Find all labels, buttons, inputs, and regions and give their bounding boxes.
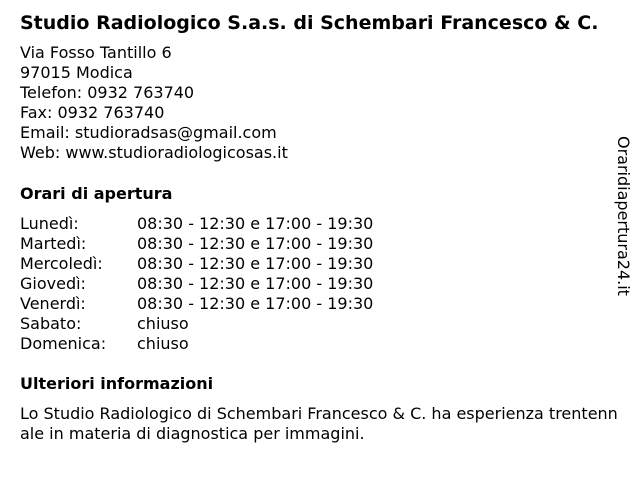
day-label: Giovedì: — [20, 274, 86, 293]
additional-info-heading: Ulteriori informazioni — [20, 374, 214, 393]
business-title: Studio Radiologico S.a.s. di Schembari Francesco & C. — [20, 12, 599, 34]
day-label: Lunedì: — [20, 214, 79, 233]
fax-number: Fax: 0932 763740 — [20, 103, 165, 122]
day-label: Sabato: — [20, 314, 82, 333]
time-value: 08:30 - 12:30 e 17:00 - 19:30 — [137, 234, 374, 253]
additional-info-text: Lo Studio Radiologico di Schembari Francesco & C. ha esperienza trentennale in materia di diagnostica per immagini. — [20, 404, 618, 443]
day-label: Venerdì: — [20, 294, 86, 313]
time-value: 08:30 - 12:30 e 17:00 - 19:30 — [137, 274, 374, 293]
time-value: chiuso — [137, 334, 189, 353]
email-address: Email: studioradsas@gmail.com — [20, 123, 277, 142]
time-value: chiuso — [137, 314, 189, 333]
time-value: 08:30 - 12:30 e 17:00 - 19:30 — [137, 254, 374, 273]
address-city: 97015 Modica — [20, 63, 133, 82]
phone-number: Telefon: 0932 763740 — [20, 83, 195, 102]
site-watermark: Oraridiapertura24.it — [614, 136, 633, 296]
day-label: Martedì: — [20, 234, 87, 253]
website-url: Web: www.studioradiologicosas.it — [20, 143, 288, 162]
contact-block — [20, 43, 288, 163]
address-street: Via Fosso Tantillo 6 — [20, 43, 172, 62]
time-value: 08:30 - 12:30 e 17:00 - 19:30 — [137, 214, 374, 233]
day-label: Mercoledì: — [20, 254, 103, 273]
day-label: Domenica: — [20, 334, 107, 353]
time-value: 08:30 - 12:30 e 17:00 - 19:30 — [137, 294, 374, 313]
opening-hours-heading: Orari di apertura — [20, 184, 173, 203]
